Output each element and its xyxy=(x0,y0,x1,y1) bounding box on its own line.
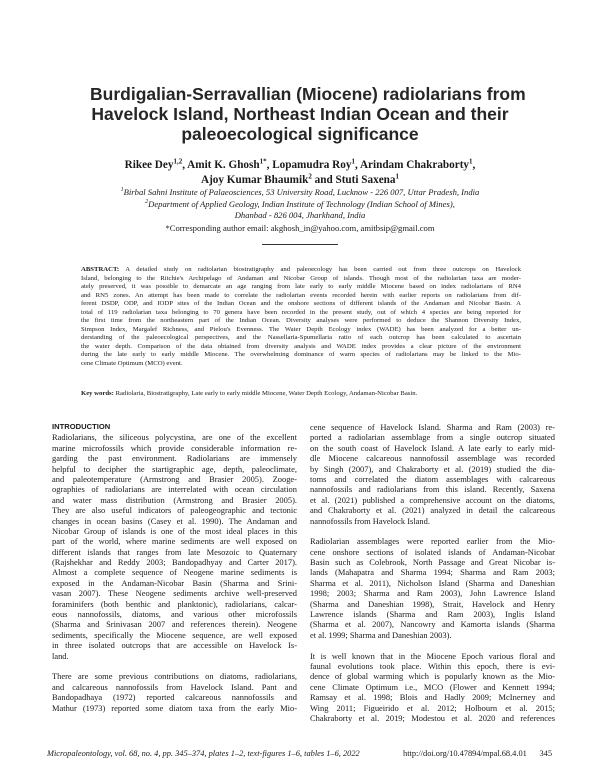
header-divider xyxy=(262,244,338,245)
author-name: Ajoy Kumar Bhaumik xyxy=(201,174,309,186)
abstract-line xyxy=(81,266,521,275)
text-line: garding the past environment. Radiolarians are immensely xyxy=(52,453,297,464)
author-name: Arindam Chakraborty xyxy=(359,159,470,171)
affiliations xyxy=(60,187,540,222)
text-line: nannofossils and radiolarians from this island. Recently, Saxena xyxy=(310,484,555,495)
author-name: Stuti Saxena xyxy=(335,174,396,186)
author-name: Amit K. Ghosh xyxy=(187,159,260,171)
page-footer xyxy=(47,748,552,760)
text-line: and Chakraborty et al. (2021) analyzed in detail the calcareous xyxy=(310,505,555,516)
text-line: part of the world, where marine sediments are well exposed on xyxy=(52,536,297,547)
author-affil-mark: 2 xyxy=(308,172,312,181)
text-line: and paleotemperature (Armstrong and Brasier 2005). Zooge- xyxy=(52,473,297,484)
doi-link[interactable]: http://doi.org/10.47894/mpal.68.4.01 xyxy=(403,749,527,758)
abstract-line: total of 119 radiolarian taxa belonging to 70 genera have been recorded in the present study, out of which 4 species are being reported for xyxy=(81,308,521,316)
author-affil-mark: 1 xyxy=(469,157,473,166)
text-line: exposed in the Andaman-Nicobar Basin (Sharma and Srini- xyxy=(52,577,297,588)
text-line: They are also useful indicators of paleogeographic and tectonic xyxy=(52,505,297,516)
text-line: Lawrence islands (Sharma and Ram 2003), Inglis Island xyxy=(310,609,555,620)
text-line: eous nannofossils, diatoms, and various other microfossils xyxy=(52,609,297,620)
abstract-line: cene Climate Optimum (MCO) event. xyxy=(81,360,183,368)
text-line: toms and correlated the diatom assemblages with calcareous xyxy=(310,473,555,484)
text-line: different islands that ranges from late Mesozoic to Quaternary xyxy=(52,546,297,557)
affiliation-2-cont: Dhanbad - 826 004, Jharkhand, India xyxy=(234,210,366,221)
text-line: helpful to decipher the startigraphic age, depth, paleoclimate, xyxy=(52,463,297,474)
text-line: Mathur (1973) reported some diatom taxa from the early Mio- xyxy=(52,702,297,713)
text-line: Nicobar Group of islands is one of the most ideal places in this xyxy=(52,525,297,536)
keywords-text: Radiolaria, Biostratigraphy, Late early to early middle Miocene, Water Depth Ecology, Andaman-Nicobar Basin. xyxy=(113,390,418,397)
affiliation-1 xyxy=(60,187,540,199)
text-line: Basin such as Colebrook, North Passage and Great Nicobar is- xyxy=(310,557,555,568)
keywords xyxy=(81,389,521,398)
text-line: 1998; 2003; Sharma and Ram 2003), John Lawrence Island xyxy=(310,588,555,599)
text-line: Radiolarian assemblages were reported earlier from the Mio- xyxy=(310,536,555,547)
author-list xyxy=(60,158,540,188)
text-line: nannofossils from Havelock Island. xyxy=(310,515,430,526)
article-title xyxy=(90,84,526,144)
abstract-line: Island, belonging to the Ritchie's Archipelago of Andaman and Nicobar Group of islands. Though most of the radiolarian taxa are moder- xyxy=(81,274,521,282)
text-line: and calcareous nannofossils from Havelock Island. Pant and xyxy=(52,681,297,692)
abstract-label: ABSTRACT: xyxy=(81,266,120,273)
text-line: vasan 2007). These Neogene sediments archive well-preserved xyxy=(52,588,297,599)
abstract-line: the water depth. Comparison of the data obtained from diversity analysis and WADE index provides a clear picture of the environment xyxy=(81,342,521,350)
text-line: There are some previous contributions on diatoms, radiolarians, xyxy=(52,671,297,682)
affiliation-text: Department of Applied Geology, Indian Institute of Technology (Indian School of Mines), xyxy=(148,198,455,209)
text-line: Ramsay et al. 1998; Blois and Hadly 2009; McInerney and xyxy=(310,692,555,703)
text-line: (Sharma and Daneshian 1998), Strait, Havelock and Henry xyxy=(310,598,555,609)
text-line: Sharma et al. 2011), Nicholson Island (Sharma and Daneshian xyxy=(310,577,555,588)
text-line: It is well known that in the Miocene Epoch various floral and xyxy=(310,650,555,661)
title-line: Burdigalian-Serravallian (Miocene) radiolarians from xyxy=(90,84,526,104)
section-heading-introduction: INTRODUCTION xyxy=(52,422,111,431)
author-affil-mark: 1* xyxy=(259,157,267,166)
left-column xyxy=(52,422,297,713)
paragraph xyxy=(52,432,297,661)
affiliation-mark: 2 xyxy=(145,198,149,205)
text-line: dle Miocene calcareous nannofossil assemblage was recorded xyxy=(310,453,555,464)
journal-citation: Micropaleontology, vol. 68, no. 4, pp. 345–374, plates 1–2, text-figures 1–6, tables 1–6, 2022 xyxy=(47,749,360,758)
keywords-label: Key words: xyxy=(81,390,114,397)
page-number: 345 xyxy=(539,749,552,758)
text-line: changes in ocean basins (Casey et al. 1990). The Andaman and xyxy=(52,515,297,526)
text-line: Bandopadhaya (1972) reported calcareous nannofossils and xyxy=(52,692,297,703)
text-line: Chakraborty et al. 2019; Modestou et al. 2020 and references xyxy=(310,712,555,723)
paragraph xyxy=(52,671,297,713)
text-line: by Singh (2007), and Chakraborty et al. (2019) studied the dia- xyxy=(310,463,555,474)
author-name: Rikee Dey xyxy=(124,159,174,171)
abstract-line: the first time from the northeastern part of the Indian Ocean. Diversity analyses were performed to deduce the Shannon Diversity Index, xyxy=(81,317,521,325)
text-line: foraminifers (both benthic and planktonic), radiolarians, calcar- xyxy=(52,598,297,609)
text-line: Almost a complete sequence of Neogene marine sediments is xyxy=(52,567,297,578)
author-affil-mark: 1 xyxy=(351,157,355,166)
text-line: ographies of radiolarians are interrelated with ocean circulation xyxy=(52,484,297,495)
author-line: Rikee Dey$^{1,2}$, Amit K. Ghosh$^{1*}$, Lopamudra Roy$^1$, Arindam Chakraborty$^1$, xyxy=(124,157,476,171)
abstract-line: Simpson Index, Margalef Richness, and Pielou's Evenness. The Water Depth Ecology index (WADE) has been analyzed for a better un- xyxy=(81,325,521,333)
abstract-line: during the late early to early middle Miocene. The overwhelming dominance of warm species of radiolarians may be linked to the Mio- xyxy=(81,351,521,359)
author-line xyxy=(60,173,540,188)
abstract-line: derstanding of the paleoecological perspectives, and the Nassellaria-Spumellaria ratio of each outcrop has been calculated to ascertain xyxy=(81,334,521,342)
text-line: in three isolated outcrops that are accessible on Havelock Is- xyxy=(52,640,297,651)
abstract xyxy=(81,266,521,369)
text-line: on the south coast of Havelock Island. A late early to early mid- xyxy=(310,442,555,453)
text-line: (Sharma et al. 2007), Nancowry and Kamorta islands (Sharma xyxy=(310,619,555,630)
author-name: Lopamudra Roy xyxy=(272,159,352,171)
abstract-text: A detailed study on radiolarian biostratigraphy and paleoecology has been carried out from three outcrops on Havelock xyxy=(119,266,521,273)
abstract-line: ferent DSDP, ODP, and IODP sites of the Indian Ocean and the onshore sections of different islands of the Andaman and Nicobar Basin. A xyxy=(81,300,521,308)
author-affil-mark: 1 xyxy=(395,172,399,181)
text-line: faunal evolutions took place. Within this epoch, there is evi- xyxy=(310,660,555,671)
text-line: and water mass distribution (Armstrong and Brasier 2005). xyxy=(52,494,297,505)
text-line: lands (Mahapatra and Sharma 1994; Sharma and Ram 2003; xyxy=(310,567,555,578)
text-line: cene onshore sections of isolated islands of Andaman-Nicobar xyxy=(310,546,555,557)
title-line: Havelock Island, Northeast Indian Ocean and their xyxy=(91,104,509,124)
text-line: (Rajshekhar and Reddy 2003; Bandopadhyay and Carter 2017). xyxy=(52,557,297,568)
text-line: land. xyxy=(52,650,69,661)
text-line: cene Climate Optimum i.e., MCO (Flower and Kennett 1994; xyxy=(310,681,555,692)
text-line: et al. (2021) published a comprehensive account on the diatoms, xyxy=(310,494,555,505)
paragraph xyxy=(310,536,555,640)
text-line: marine microfossils which provide considerable information re- xyxy=(52,442,297,453)
affiliation-text: Birbal Sahni Institute of Palaeosciences, 53 University Road, Lucknow - 226 007, Uttar Pradesh, India xyxy=(123,187,480,197)
author-conjunction: and xyxy=(314,174,333,186)
corresponding-author: *Corresponding author email: akghosh_in@yahoo.com, amitbsip@gmail.com xyxy=(165,223,435,233)
affiliation-mark: 1 xyxy=(120,187,124,194)
text-line: ported a radiolarian assemblage from a single outcrop situated xyxy=(310,432,555,443)
text-line: (Sharma and Srinivasan 2007 and references therein). Neogene xyxy=(52,619,297,630)
text-line: Radiolarians, the siliceous polycystina, are one of the excellent xyxy=(52,432,297,443)
paragraph xyxy=(310,422,555,526)
right-column xyxy=(310,422,555,723)
text-line: et al. 1999; Sharma and Daneshian 2003). xyxy=(310,629,452,640)
author-affil-mark: 1,2 xyxy=(173,157,183,166)
text-line: Wing 2011; Figueirido et al. 2012; Holbourn et al. 2015; xyxy=(310,702,555,713)
text-line: sediments, specifically the Miocene sequence, are well exposed xyxy=(52,629,297,640)
abstract-line: and RN5 zones. An attempt has been made to correlate the radiolarian events recorded herein with earlier reports on radiolarians from dif- xyxy=(81,291,521,299)
paragraph xyxy=(310,651,555,724)
affiliation-2 xyxy=(60,199,540,211)
title-line: paleoecological significance xyxy=(181,124,419,144)
text-line: dence of global warming which is popularly known as the Mio- xyxy=(310,671,555,682)
abstract-line: ately preserved, it was possible to demarcate an age ranging from late early to early middle Miocene based on index radiolarians of RN4 xyxy=(81,283,521,291)
text-line: cene sequence of Havelock Island. Sharma and Ram (2003) re- xyxy=(310,422,555,432)
